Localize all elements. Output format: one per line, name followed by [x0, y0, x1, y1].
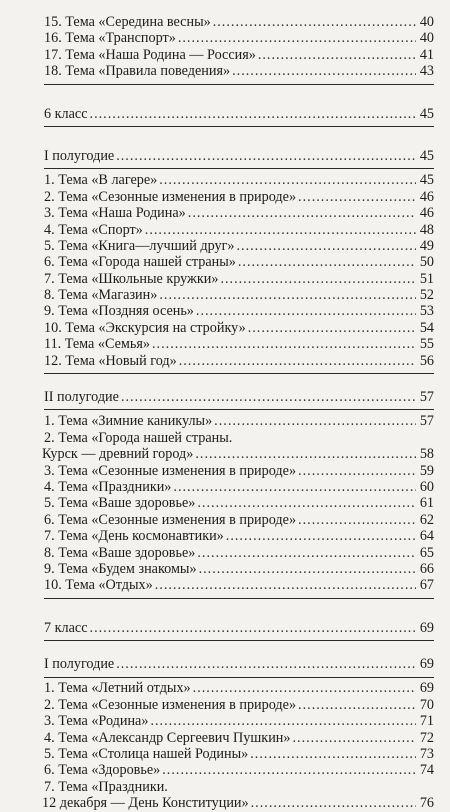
entry-page: 53 — [419, 303, 434, 320]
term-title: II полугодие — [44, 389, 119, 406]
leader-dots — [197, 545, 416, 561]
toc-entry — [44, 320, 434, 336]
entry-page: 72 — [419, 729, 434, 746]
entry-page: 70 — [419, 696, 434, 713]
leader-dots — [248, 320, 416, 336]
entry-title: 2. Тема «Сезонные изменения в природе» — [44, 696, 297, 713]
leader-dots — [152, 336, 416, 352]
entry-title: 17. Тема «Наша Родина — Россия» — [44, 46, 256, 63]
entry-title: 18. Тема «Правила поведения» — [44, 63, 231, 80]
entry-page: 40 — [419, 13, 434, 30]
grade-page: 45 — [419, 105, 434, 122]
toc-entry — [44, 271, 434, 287]
entry-title: 1. Тема «Зимние каникулы» — [44, 413, 213, 430]
leader-dots — [162, 762, 416, 778]
entry-page: 59 — [419, 462, 434, 479]
toc-grade-heading — [44, 106, 434, 122]
toc-entry — [44, 577, 434, 593]
entry-page: 57 — [419, 413, 434, 430]
toc-term-heading — [44, 148, 434, 164]
leader-dots — [188, 205, 416, 221]
toc-entry — [44, 353, 434, 369]
entry-title: 1. Тема «Летний отдых» — [44, 680, 191, 697]
entry-title: 6. Тема «Сезонные изменения в природе» — [44, 511, 297, 528]
leader-dots — [173, 479, 416, 495]
toc-entry-continuation — [42, 446, 434, 462]
entry-page: 69 — [419, 680, 434, 697]
entry-title: 8. Тема «Ваше здоровье» — [44, 544, 196, 561]
leader-dots — [250, 746, 416, 762]
toc-entry — [44, 303, 434, 319]
toc-entry — [44, 713, 434, 729]
entry-title: 4. Тема «Александр Сергеевич Пушкин» — [44, 729, 291, 746]
divider — [44, 598, 434, 599]
entry-title: Курск — древний город» — [42, 446, 194, 463]
toc-entry — [44, 47, 434, 63]
toc-entry — [44, 238, 434, 254]
leader-dots — [150, 713, 416, 729]
leader-dots — [197, 495, 416, 511]
leader-dots — [232, 63, 416, 79]
toc-entry — [44, 545, 434, 561]
toc-entry-continuation — [42, 795, 434, 811]
leader-dots — [116, 656, 416, 672]
entry-title: 7. Тема «Школьные кружки» — [44, 270, 219, 287]
entry-page: 45 — [419, 172, 434, 189]
toc-term-heading — [44, 389, 434, 405]
leader-dots — [196, 303, 416, 319]
leader-dots — [90, 620, 416, 636]
leader-dots — [298, 463, 416, 479]
divider — [44, 409, 434, 410]
entry-title: 15. Тема «Середина весны» — [44, 13, 211, 30]
divider — [44, 373, 434, 374]
toc-entry — [44, 512, 434, 528]
leader-dots — [251, 795, 416, 811]
toc-entry — [44, 413, 434, 429]
entry-title: 4. Тема «Праздники» — [44, 478, 172, 495]
toc-entry — [44, 287, 434, 303]
toc-entry — [44, 479, 434, 495]
toc-entry — [44, 172, 434, 188]
entry-title: 8. Тема «Магазин» — [44, 287, 158, 304]
entry-page: 54 — [419, 319, 434, 336]
entry-page: 62 — [419, 511, 434, 528]
entry-page: 74 — [419, 762, 434, 779]
entry-title: 11. Тема «Семья» — [44, 336, 150, 353]
entry-title: 5. Тема «Ваше здоровье» — [44, 495, 196, 512]
entry-title: 3. Тема «Родина» — [44, 713, 149, 730]
toc-entry — [44, 222, 434, 238]
entry-page: 58 — [419, 446, 434, 463]
leader-dots — [155, 577, 416, 593]
toc-entry — [44, 189, 434, 205]
toc-entry — [44, 463, 434, 479]
leader-dots — [298, 697, 416, 713]
leader-dots — [226, 528, 416, 544]
toc-entry — [44, 30, 434, 46]
term-page: 57 — [419, 389, 434, 406]
toc-entry — [44, 63, 434, 79]
leader-dots — [90, 106, 416, 122]
entry-page: 52 — [419, 287, 434, 304]
leader-dots — [220, 271, 416, 287]
leader-dots — [292, 730, 416, 746]
entry-page: 61 — [419, 495, 434, 512]
toc-entry — [44, 697, 434, 713]
entry-title: 3. Тема «Наша Родина» — [44, 205, 186, 222]
entry-page: 66 — [419, 560, 434, 577]
leader-dots — [193, 680, 416, 696]
toc-entry — [44, 730, 434, 746]
toc-entry — [44, 746, 434, 762]
entry-title: 7. Тема «Праздники. — [44, 778, 168, 795]
toc-entry — [44, 205, 434, 221]
toc-entry — [44, 14, 434, 30]
grade-title: 7 класс — [44, 619, 88, 636]
toc-entry — [44, 779, 434, 795]
entry-page: 40 — [419, 30, 434, 47]
toc-term-heading — [44, 656, 434, 672]
entry-title: 6. Тема «Здоровье» — [44, 762, 161, 779]
toc-entry — [44, 495, 434, 511]
entry-title: 4. Тема «Спорт» — [44, 221, 143, 238]
entry-title: 9. Тема «Будем знакомы» — [44, 560, 197, 577]
divider — [44, 84, 434, 85]
entry-title: 1. Тема «В лагере» — [44, 172, 158, 189]
entry-page: 49 — [419, 237, 434, 254]
entry-title: 12 декабря — День Конституции» — [42, 795, 249, 812]
grade-page: 69 — [419, 619, 434, 636]
leader-dots — [178, 30, 416, 46]
leader-dots — [199, 561, 416, 577]
term-title: I полугодие — [44, 656, 115, 673]
leader-dots — [145, 222, 416, 238]
toc-entry — [44, 254, 434, 270]
leader-dots — [214, 413, 416, 429]
entry-title: 2. Тема «Города нашей страны. — [44, 429, 233, 446]
leader-dots — [159, 172, 416, 188]
entry-page: 73 — [419, 746, 434, 763]
leader-dots — [159, 287, 416, 303]
divider — [44, 677, 434, 678]
entry-page: 56 — [419, 352, 434, 369]
term-page: 69 — [419, 656, 434, 673]
entry-page: 64 — [419, 528, 434, 545]
leader-dots — [195, 446, 416, 462]
entry-page: 43 — [419, 63, 434, 80]
entry-title: 9. Тема «Поздняя осень» — [44, 303, 194, 320]
leader-dots — [298, 189, 416, 205]
term-title: I полугодие — [44, 147, 115, 164]
entry-page: 48 — [419, 221, 434, 238]
entry-page: 51 — [419, 270, 434, 287]
entry-page: 60 — [419, 478, 434, 495]
leader-dots — [258, 47, 416, 63]
entry-page: 46 — [419, 188, 434, 205]
leader-dots — [298, 512, 416, 528]
entry-title: 7. Тема «День космонавтики» — [44, 528, 224, 545]
entry-page: 55 — [419, 336, 434, 353]
entry-title: 5. Тема «Столица нашей Родины» — [44, 746, 249, 763]
toc-entry — [44, 528, 434, 544]
toc-grade-heading — [44, 620, 434, 636]
divider — [44, 126, 434, 127]
entry-page: 46 — [419, 205, 434, 222]
term-page: 45 — [419, 147, 434, 164]
toc-entry — [44, 336, 434, 352]
grade-title: 6 класс — [44, 105, 88, 122]
entry-page: 50 — [419, 254, 434, 271]
entry-title: 10. Тема «Экскурсия на стройку» — [44, 319, 246, 336]
toc-entry — [44, 430, 434, 446]
entry-title: 5. Тема «Книга—лучший друг» — [44, 237, 235, 254]
entry-title: 2. Тема «Сезонные изменения в природе» — [44, 188, 297, 205]
leader-dots — [236, 238, 416, 254]
leader-dots — [121, 389, 416, 405]
leader-dots — [179, 353, 416, 369]
entry-title: 10. Тема «Отдых» — [44, 577, 153, 594]
entry-title: 12. Тема «Новый год» — [44, 352, 177, 369]
toc-entry — [44, 762, 434, 778]
divider — [44, 168, 434, 169]
entry-title: 6. Тема «Города нашей страны» — [44, 254, 236, 271]
entry-page: 67 — [419, 577, 434, 594]
leader-dots — [238, 254, 416, 270]
entry-page: 76 — [419, 795, 434, 812]
entry-page: 71 — [419, 713, 434, 730]
entry-title: 16. Тема «Транспорт» — [44, 30, 176, 47]
toc-entry — [44, 561, 434, 577]
leader-dots — [116, 148, 416, 164]
divider — [44, 640, 434, 641]
entry-title: 3. Тема «Сезонные изменения в природе» — [44, 462, 297, 479]
entry-page: 41 — [419, 46, 434, 63]
leader-dots — [213, 14, 416, 30]
toc-entry — [44, 681, 434, 697]
entry-page: 65 — [419, 544, 434, 561]
